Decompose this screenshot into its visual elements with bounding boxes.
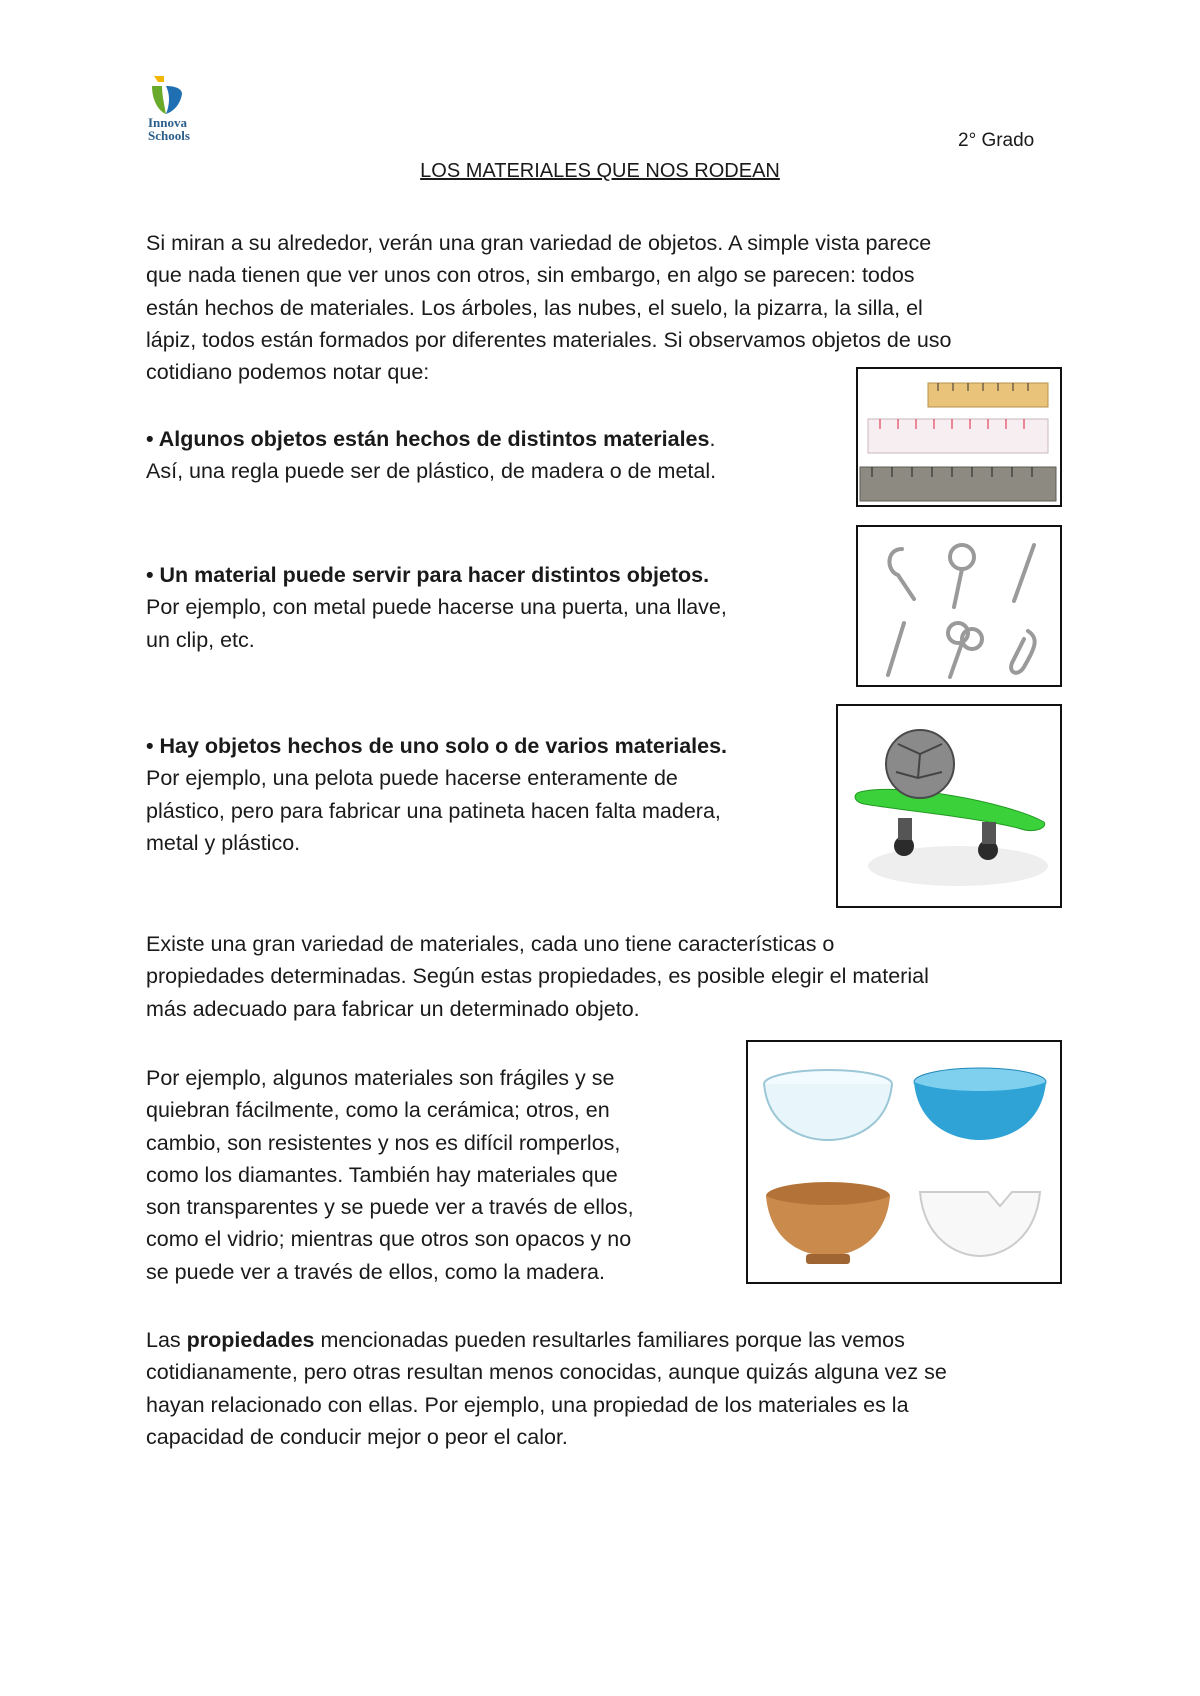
point-2-body-line: Por ejemplo, con metal puede hacerse una puerta, una llave, bbox=[146, 595, 727, 620]
examples-line: como los diamantes. También hay materiales que bbox=[146, 1162, 618, 1187]
point-1-heading-suffix: . bbox=[709, 427, 716, 451]
properties-prefix: Las bbox=[146, 1328, 181, 1352]
variety-line: Existe una gran variedad de materiales, cada uno tiene características o bbox=[146, 932, 835, 956]
properties-bold-term: propiedades bbox=[186, 1328, 315, 1352]
variety-paragraph bbox=[146, 928, 1062, 1025]
examples-paragraph bbox=[146, 1062, 726, 1288]
blue-bowl-icon bbox=[914, 1068, 1046, 1140]
metal-objects-illustration bbox=[858, 527, 1060, 685]
wooden-bowl-icon bbox=[766, 1182, 890, 1264]
page-title: LOS MATERIALES QUE NOS RODEAN bbox=[420, 160, 780, 182]
key-icon bbox=[950, 545, 974, 569]
bowls-illustration bbox=[748, 1042, 1060, 1282]
point-3-body-line: metal y plástico. bbox=[146, 830, 301, 855]
properties-line: cotidianamente, pero otras resultan menos conocidas, aunque quizás alguna vez se bbox=[146, 1360, 947, 1385]
rulers-image bbox=[856, 367, 1062, 507]
rulers-illustration bbox=[858, 369, 1060, 505]
variety-line: propiedades determinadas. Según estas propiedades, es posible elegir el material bbox=[146, 964, 929, 989]
point-1 bbox=[146, 423, 826, 488]
point-1-heading bbox=[146, 423, 826, 455]
point-3 bbox=[146, 730, 822, 859]
point-2-body-line: un clip, etc. bbox=[146, 627, 255, 652]
intro-line: Si miran a su alrededor, verán una gran variedad de objetos. A simple vista parece bbox=[146, 231, 932, 255]
properties-line: hayan relacionado con ellas. Por ejemplo, una propiedad de los materiales es la bbox=[146, 1392, 909, 1417]
examples-line: cambio, son resistentes y nos es difícil romperlos, bbox=[146, 1130, 621, 1155]
grade-label: 2° Grado bbox=[958, 130, 1035, 151]
properties-paragraph bbox=[146, 1324, 1062, 1453]
point-2-heading bbox=[146, 559, 822, 591]
bowls-image bbox=[746, 1040, 1062, 1284]
point-3-body-line: Por ejemplo, una pelota puede hacerse enteramente de bbox=[146, 766, 678, 791]
innova-schools-logo bbox=[148, 76, 208, 152]
innova-logo-icon bbox=[148, 76, 208, 116]
examples-line: Por ejemplo, algunos materiales son frágiles y se bbox=[146, 1066, 615, 1090]
intro-line: lápiz, todos están formados por diferentes materiales. Si observamos objetos de uso bbox=[146, 327, 952, 352]
metal-objects-image bbox=[856, 525, 1062, 687]
point-3-heading bbox=[146, 730, 822, 762]
logo-text-innova: Innova bbox=[148, 115, 188, 130]
point-1-body: Así, una regla puede ser de plástico, de madera o de metal. bbox=[146, 459, 717, 484]
examples-line: como el vidrio; mientras que otros son opacos y no bbox=[146, 1227, 632, 1252]
intro-line: que nada tienen que ver unos con otros, sin embargo, en algo se parecen: todos bbox=[146, 263, 915, 288]
examples-line: quiebran fácilmente, como la cerámica; otros, en bbox=[146, 1098, 610, 1123]
properties-line bbox=[146, 1324, 1062, 1356]
variety-line: más adecuado para fabricar un determinado objeto. bbox=[146, 996, 640, 1021]
logo-text-schools: Schools bbox=[148, 128, 190, 143]
screw-icon bbox=[888, 623, 904, 675]
ball-skateboard-illustration bbox=[838, 706, 1060, 906]
paperclip-icon bbox=[1011, 631, 1035, 673]
examples-line: se puede ver a través de ellos, como la madera. bbox=[146, 1259, 605, 1284]
point-3-heading-bold: • Hay objetos hechos de uno solo o de varios materiales. bbox=[146, 734, 728, 758]
intro-paragraph bbox=[146, 227, 1062, 388]
ball-skateboard-image bbox=[836, 704, 1062, 908]
point-2 bbox=[146, 559, 822, 656]
intro-line: están hechos de materiales. Los árboles, las nubes, el suelo, la pizarra, la silla, el bbox=[146, 295, 923, 320]
examples-line: son transparentes y se puede ver a través de ellos, bbox=[146, 1195, 634, 1220]
glass-bowl-icon bbox=[764, 1070, 892, 1140]
point-2-heading-bold: • Un material puede servir para hacer distintos objetos. bbox=[146, 563, 710, 587]
point-3-body-line: plástico, pero para fabricar una patineta hacen falta madera, bbox=[146, 798, 721, 823]
properties-line: capacidad de conducir mejor o peor el calor. bbox=[146, 1424, 568, 1449]
properties-rest: mencionadas pueden resultarles familiares porque las vemos bbox=[320, 1328, 905, 1352]
point-1-heading-bold: • Algunos objetos están hechos de distintos materiales bbox=[146, 427, 710, 451]
intro-line: cotidiano podemos notar que: bbox=[146, 360, 430, 385]
hook-icon bbox=[889, 549, 914, 599]
broken-white-bowl-icon bbox=[920, 1192, 1040, 1256]
nail-icon bbox=[1014, 545, 1034, 601]
